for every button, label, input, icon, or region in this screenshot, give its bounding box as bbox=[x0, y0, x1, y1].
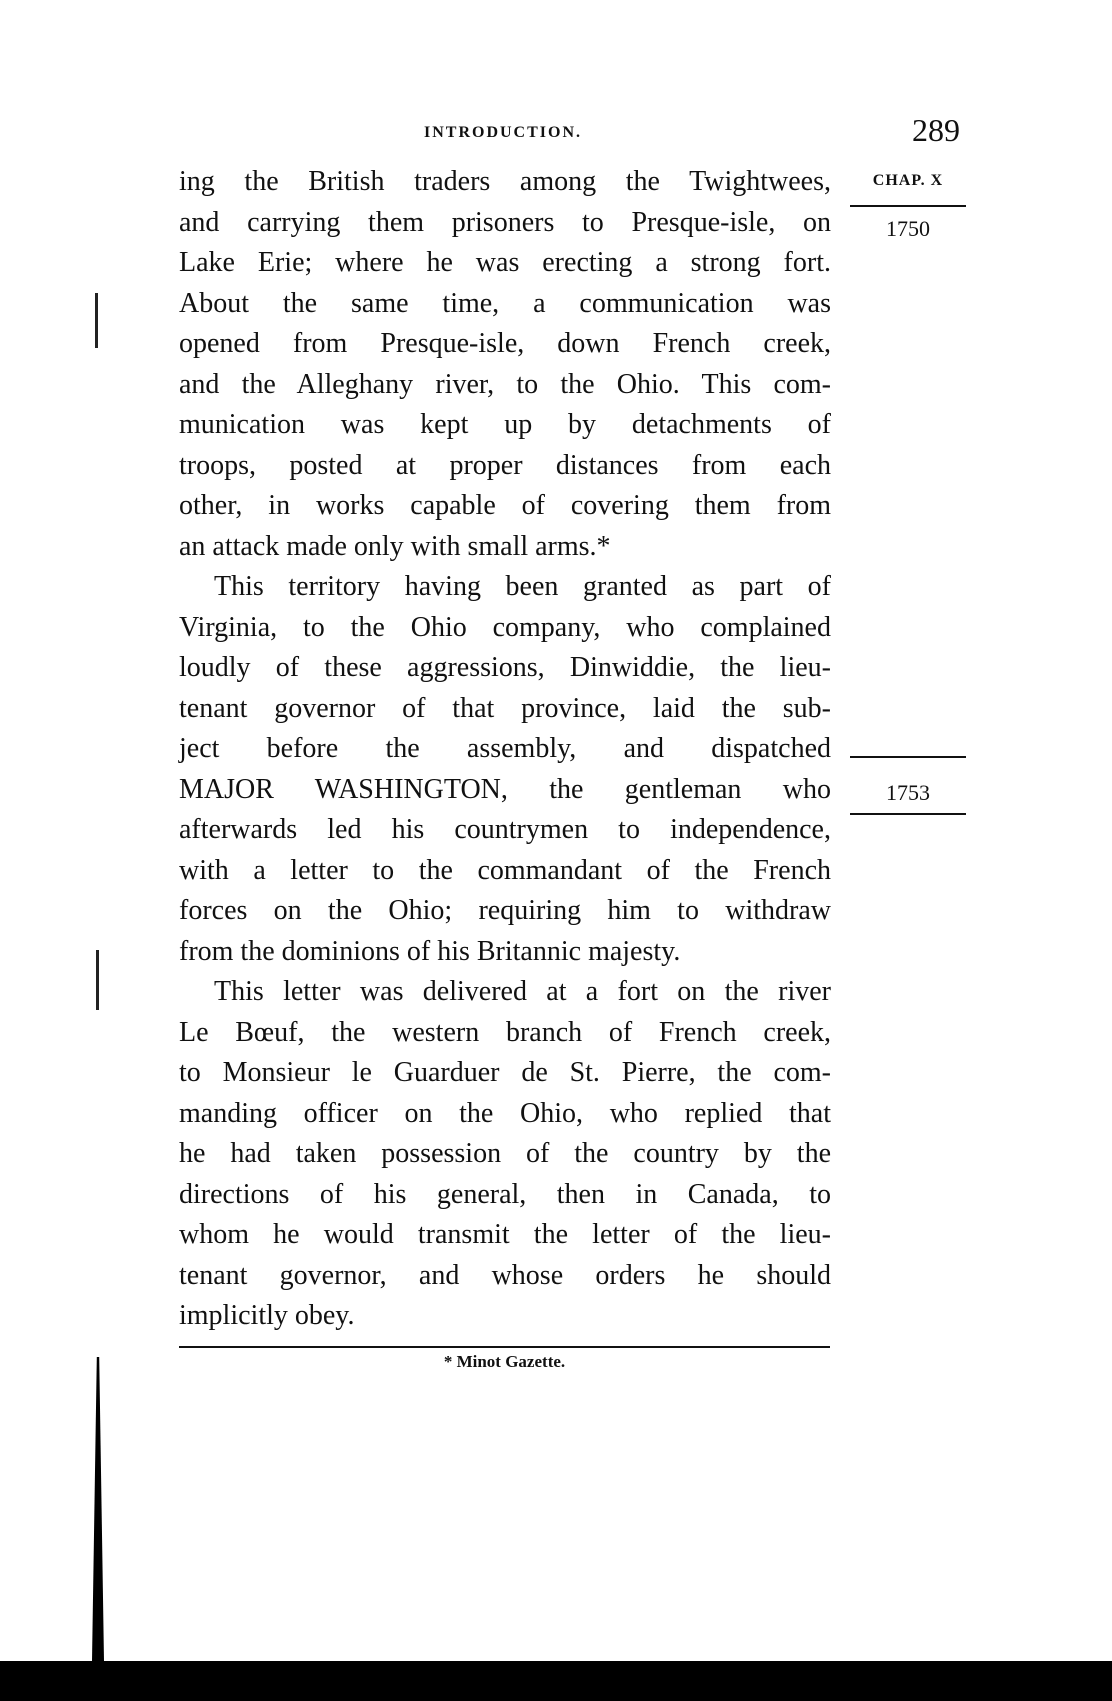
text-line: from the dominions of his Britannic majesty. bbox=[179, 935, 681, 967]
text-line: forces on the Ohio; requiring him to withdraw bbox=[179, 895, 831, 926]
text-line: loudly of these aggressions, Dinwiddie, the lieu- bbox=[179, 652, 831, 683]
text-line: This letter was delivered at a fort on the river bbox=[214, 976, 831, 1007]
text-line: an attack made only with small arms.* bbox=[179, 530, 611, 562]
text-line: afterwards led his countrymen to independence, bbox=[179, 814, 831, 845]
margin-year-1750: 1750 bbox=[886, 216, 930, 241]
margin-rule bbox=[850, 756, 966, 758]
text-line: whom he would transmit the letter of the lieu- bbox=[179, 1219, 831, 1250]
text-line: MAJOR WASHINGTON, the gentleman who bbox=[179, 773, 831, 805]
text-line: tenant governor of that province, laid the sub- bbox=[179, 692, 831, 724]
text-line: opened from Presque-isle, down French creek, bbox=[179, 328, 831, 359]
body-text bbox=[179, 162, 831, 1337]
text-line: troops, posted at proper distances from each bbox=[179, 449, 831, 481]
scan-bottom-edge bbox=[0, 1661, 1112, 1701]
footnote: * Minot Gazette. bbox=[443, 1352, 566, 1371]
text-line: other, in works capable of covering them from bbox=[179, 490, 831, 521]
text-line: and carrying them prisoners to Presque-isle, on bbox=[179, 206, 831, 238]
margin-chapter: CHAP. X bbox=[872, 172, 944, 189]
margin-rule bbox=[850, 813, 966, 815]
text-line: with a letter to the commandant of the French bbox=[179, 854, 831, 886]
text-line: ject before the assembly, and dispatched bbox=[179, 733, 831, 764]
margin-rule bbox=[850, 205, 966, 207]
text-line: Lake Erie; where he was erecting a strong fort. bbox=[179, 247, 831, 278]
scan-artifact bbox=[95, 293, 98, 348]
footnote-rule bbox=[179, 1346, 830, 1348]
scan-artifact bbox=[96, 950, 99, 1010]
text-line: to Monsieur le Guarduer de St. Pierre, the com- bbox=[179, 1057, 831, 1088]
text-line: About the same time, a communication was bbox=[179, 287, 831, 319]
text-line: Virginia, to the Ohio company, who complained bbox=[179, 611, 831, 643]
text-line: Le Bœuf, the western branch of French creek, bbox=[179, 1016, 831, 1048]
text-line: ing the British traders among the Twightwees, bbox=[179, 166, 831, 197]
page-number: 289 bbox=[912, 112, 960, 148]
scan-binding-shadow bbox=[92, 1357, 104, 1661]
text-line: he had taken possession of the country by the bbox=[179, 1138, 831, 1169]
margin-year-1753: 1753 bbox=[886, 780, 930, 805]
text-line: directions of his general, then in Canada, to bbox=[179, 1178, 831, 1210]
text-line: implicitly obey. bbox=[179, 1300, 355, 1331]
text-line: and the Alleghany river, to the Ohio. This com- bbox=[179, 368, 831, 400]
text-line: tenant governor, and whose orders he should bbox=[179, 1259, 831, 1291]
running-title: INTRODUCTION. bbox=[423, 124, 582, 141]
text-line: This territory having been granted as part of bbox=[214, 571, 831, 602]
text-line: munication was kept up by detachments of bbox=[179, 409, 831, 440]
text-line: manding officer on the Ohio, who replied that bbox=[179, 1097, 831, 1129]
